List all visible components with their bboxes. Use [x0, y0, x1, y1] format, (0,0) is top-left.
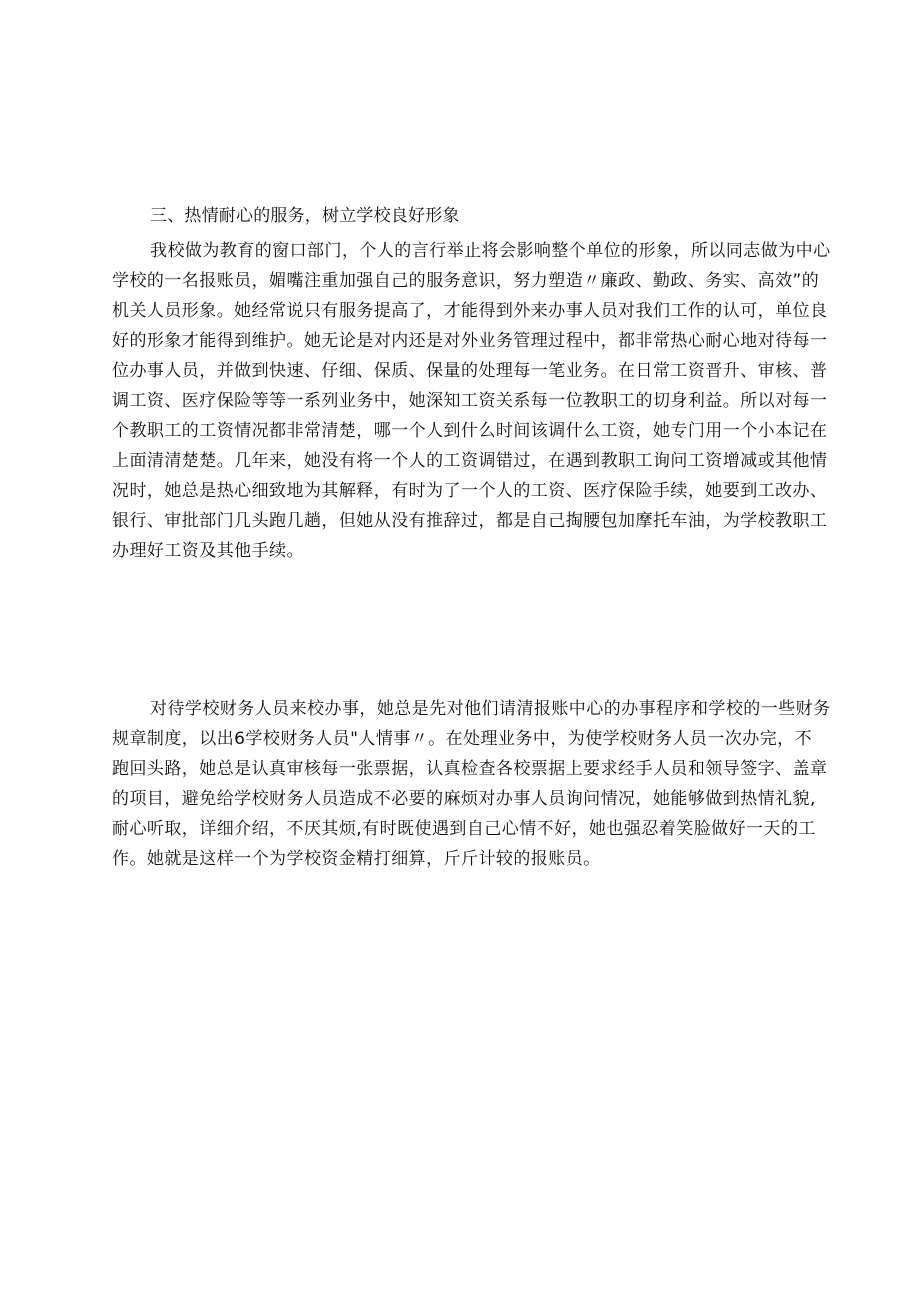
- paragraph-line: 的项目，避免给学校财务人员造成不必要的麻烦对办事人员询问情况，她能够做到热情礼貌,: [112, 789, 816, 809]
- paragraph-line: 对待学校财务人员来校办事，她总是先对他们请清报账中心的办事程序和学校的一些财务: [150, 699, 831, 719]
- paragraph-line: 况时，她总是热心细致地为其解释，有时为了一个人的工资、医疗保险手续，她要到工改办、: [112, 481, 828, 501]
- section-heading: 三、热情耐心的服务，树立学校良好形象: [150, 206, 460, 226]
- paragraph-line: 跑回头路，她总是认真审核每一张票据，认真检查各校票据上要求经手人员和领导签字、盖章: [112, 759, 828, 779]
- paragraph-1: [112, 236, 831, 566]
- paragraph-line: 办理好工资及其他手续。: [112, 541, 304, 561]
- paragraph-line: 机关人员形象。她经常说只有服务提高了，才能得到外来办事人员对我们工作的认可，单位良: [112, 301, 828, 321]
- paragraph-2: [112, 694, 831, 874]
- paragraph-line: 银行、审批部门几头跑几趟，但她从没有推辞过，都是自己掏腰包加摩托车油，为学校教职工: [112, 511, 828, 531]
- paragraph-line: 作。她就是这样一个为学校资金精打细算，斤斤计较的报账员。: [112, 849, 601, 869]
- paragraph-line: 调工资、医疗保险等等一系列业务中，她深知工资关系每一位教职工的切身利益。所以对每一: [112, 391, 828, 411]
- paragraph-line: 个教职工的工资情况都非常清楚，哪一个人到什么时间该调什么工资，她专门用一个小本记在: [112, 421, 828, 441]
- paragraph-line: 耐心听取，详细介绍，不厌其烦,有时既使遇到自己心情不好，她也强忍着笑脸做好一天的工: [112, 819, 816, 839]
- paragraph-line: 规章制度，以出6学校财务人员"人情事〃。在处理业务中，为使学校财务人员一次办完，不: [112, 729, 813, 749]
- paragraph-line: 好的形象才能得到维护。她无论是对内还是对外业务管理过程中，都非常热心耐心地对待每一: [112, 331, 828, 351]
- paragraph-line: 位办事人员，并做到快速、仔细、保质、保量的处理每一笔业务。在日常工资晋升、审核、普: [112, 361, 828, 381]
- paragraph-line: 学校的一名报账员，媚嘴注重加强自己的服务意识，努力塑造〃廉政、勤政、务实、高效”的: [112, 271, 820, 291]
- paragraph-line: 上面清清楚楚。几年来，她没有将一个人的工资调错过，在遇到教职工询问工资增减或其他情: [112, 451, 828, 471]
- paragraph-line: 我校做为教育的窗口部门，个人的言行举止将会影响整个单位的形象，所以同志做为中心: [150, 241, 831, 261]
